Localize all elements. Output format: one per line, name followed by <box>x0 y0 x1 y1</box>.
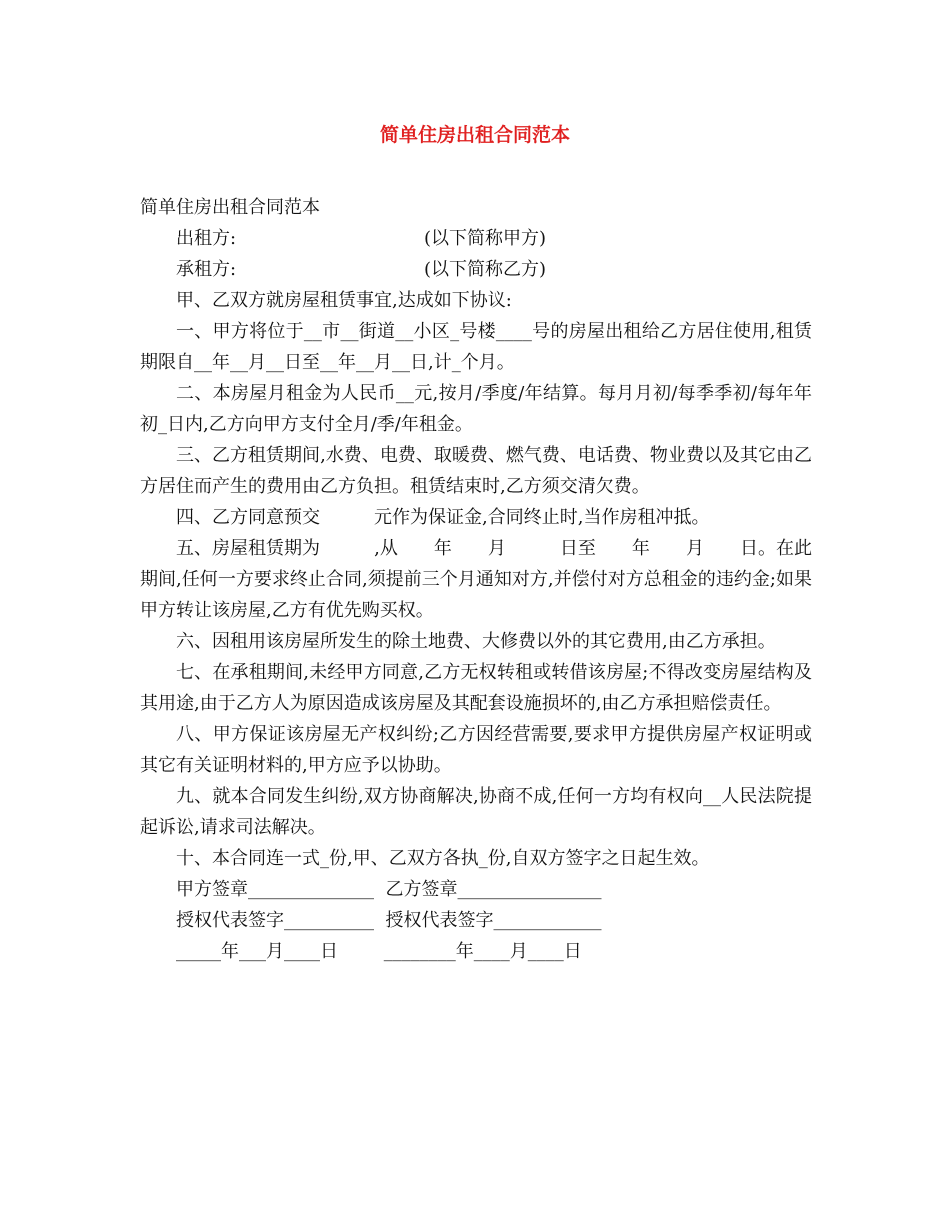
clause-8: 八、甲方保证该房屋无产权纠纷;乙方因经营需要,要求甲方提供房屋产权证明或其它有关证明材料的,甲方应予以协助。 <box>140 724 812 776</box>
clause-7: 七、在承租期间,未经甲方同意,乙方无权转租或转借该房屋;不得改变房屋结构及其用途,由于乙方人为原因造成该房屋及其配套设施损坏的,由乙方承担赔偿责任。 <box>140 662 812 714</box>
signature-date-line: _____年___月____日 ________年____月____日 <box>176 941 582 962</box>
signature-seal-line: 甲方签章______________ 乙方签章________________ <box>176 879 602 900</box>
document-subtitle: 简单住房出租合同范本 <box>140 197 320 218</box>
lessor-line <box>140 223 812 254</box>
clause-10: 十、本合同连一式_份,甲、乙双方各执_份,自双方签字之日起生效。 <box>176 848 710 869</box>
lessor-note: (以下简称甲方) <box>424 228 547 249</box>
clause-4: 四、乙方同意预交 元作为保证金,合同终止时,当作房租冲抵。 <box>176 507 710 528</box>
document-title: 简单住房出租合同范本 <box>379 124 570 146</box>
lessee-line <box>140 254 812 285</box>
agreement-intro: 甲、乙双方就房屋租赁事宜,达成如下协议: <box>176 290 512 311</box>
clause-6: 六、因租用该房屋所发生的除土地费、大修费以外的其它费用,由乙方承担。 <box>176 631 776 652</box>
clause-1: 一、甲方将位于__市__街道__小区_号楼____号的房屋出租给乙方居住使用,租赁期限自__年__月__日至__年__月__日,计_个月。 <box>140 321 812 373</box>
document-body <box>140 192 812 967</box>
lessee-note: (以下简称乙方) <box>424 259 547 280</box>
clause-9: 九、就本合同发生纠纷,双方协商解决,协商不成,任何一方均有权向__人民法院提起诉讼,请求司法解决。 <box>140 786 812 838</box>
lessee-label: 承租方: <box>176 259 237 280</box>
lessor-label: 出租方: <box>176 228 237 249</box>
clause-3: 三、乙方租赁期间,水费、电费、取暖费、燃气费、电话费、物业费以及其它由乙方居住而产生的费用由乙方负担。租赁结束时,乙方须交清欠费。 <box>140 445 812 497</box>
clause-5: 五、房屋租赁期为 ,从 年 月 日至 年 月 日。在此期间,任何一方要求终止合同,须提前三个月通知对方,并偿付对方总租金的违约金;如果甲方转让该房屋,乙方有优先购买权。 <box>140 538 812 621</box>
clause-2: 二、本房屋月租金为人民币__元,按月/季度/年结算。每月月初/每季季初/每年年初_日内,乙方向甲方支付全月/季/年租金。 <box>140 383 812 435</box>
signature-representative-line: 授权代表签字__________ 授权代表签字____________ <box>176 910 602 931</box>
